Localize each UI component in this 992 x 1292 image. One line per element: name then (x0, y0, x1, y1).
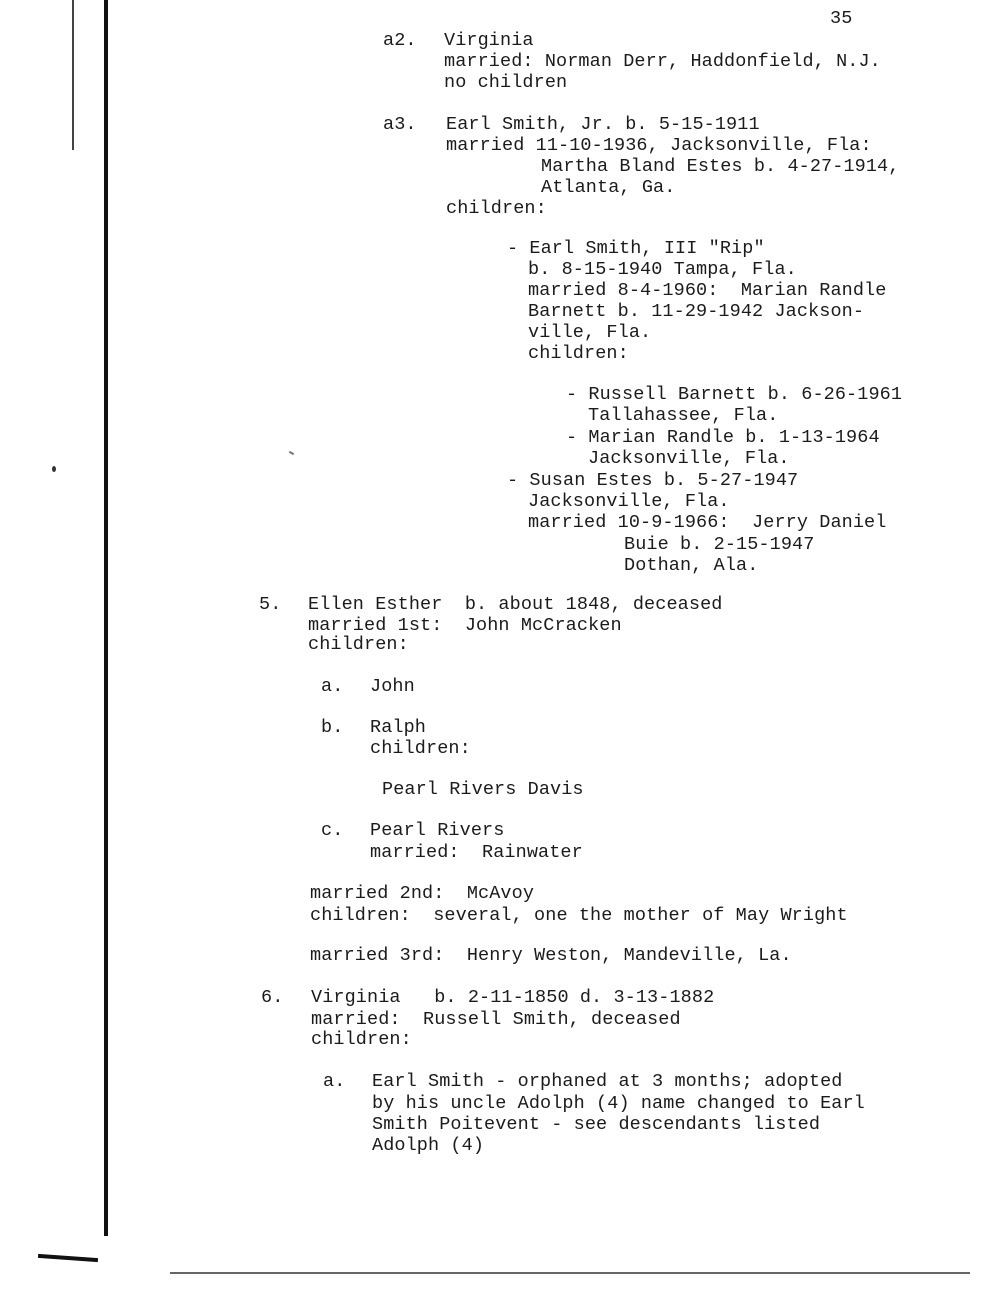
entry-text: - Russell Barnett b. 6-26-1961 (566, 384, 903, 405)
binder-edge-foot (38, 1254, 98, 1262)
entry-text: John (370, 676, 415, 697)
entry-text: Jacksonville, Fla. (528, 491, 730, 512)
entry-text: Barnett b. 11-29-1942 Jackson- (528, 301, 865, 322)
entry-text: - Marian Randle b. 1-13-1964 (566, 427, 880, 448)
entry-text: married 10-9-1966: Jerry Daniel (528, 512, 887, 533)
entry-text: children: (446, 198, 547, 219)
entry-text: by his uncle Adolph (4) name changed to Earl (372, 1093, 865, 1114)
entry-text: Smith Poitevent - see descendants listed (372, 1114, 821, 1135)
entry-text: Adolph (4) (372, 1135, 485, 1156)
entry-text: Virginia b. 2-11-1850 d. 3-13-1882 (311, 987, 715, 1008)
entry-label: a3. (383, 114, 417, 135)
entry-text: married 3rd: Henry Weston, Mandeville, La. (310, 945, 792, 966)
entry-label: 5. (259, 594, 282, 615)
entry-text: married: Rainwater (370, 842, 583, 863)
entry-text: Earl Smith, Jr. b. 5-15-1911 (446, 114, 760, 135)
entry-text: no children (444, 72, 568, 93)
entry-text: children: (308, 634, 409, 655)
entry-text: married: Russell Smith, deceased (311, 1009, 681, 1030)
entry-text: - Earl Smith, III "Rip" (507, 238, 765, 259)
entry-text: married 2nd: McAvoy (310, 883, 535, 904)
binder-edge-line (104, 0, 108, 1236)
entry-text: married 8-4-1960: Marian Randle (528, 280, 887, 301)
entry-text: Jacksonville, Fla. (588, 448, 790, 469)
entry-text: Tallahassee, Fla. (588, 405, 779, 426)
entry-text: ville, Fla. (528, 322, 652, 343)
entry-text: Martha Bland Estes b. 4-27-1914, (541, 156, 900, 177)
entry-text: Dothan, Ala. (624, 555, 759, 576)
entry-text: Ellen Esther b. about 1848, deceased (308, 594, 723, 615)
entry-label: a2. (383, 30, 417, 51)
entry-text: children: (370, 738, 471, 759)
entry-text: children: (311, 1029, 412, 1050)
entry-label: b. (321, 717, 344, 738)
entry-text: Buie b. 2-15-1947 (624, 534, 815, 555)
page-number: 35 (830, 8, 853, 29)
entry-text: Ralph (370, 717, 427, 738)
entry-text: Earl Smith - orphaned at 3 months; adopted (372, 1071, 843, 1092)
entry-text: Virginia (444, 30, 534, 51)
entry-text: married: Norman Derr, Haddonfield, N.J. (444, 51, 881, 72)
entry-label: a. (321, 676, 344, 697)
entry-label: a. (323, 1071, 346, 1092)
entry-text: b. 8-15-1940 Tampa, Fla. (528, 259, 797, 280)
entry-text: Atlanta, Ga. (541, 177, 676, 198)
entry-text: Pearl Rivers Davis (382, 779, 584, 800)
bottom-scan-line (170, 1272, 970, 1274)
entry-text: married 1st: John McCracken (308, 615, 622, 636)
entry-text: Pearl Rivers (370, 820, 505, 841)
scan-speck (289, 451, 294, 455)
entry-text: children: several, one the mother of May Wright (310, 905, 848, 926)
binder-edge-line-left (72, 0, 74, 150)
scan-dot (52, 466, 56, 472)
entry-text: children: (528, 343, 629, 364)
entry-label: c. (321, 820, 344, 841)
entry-text: - Susan Estes b. 5-27-1947 (507, 470, 799, 491)
entry-label: 6. (261, 987, 284, 1008)
entry-text: married 11-10-1936, Jacksonville, Fla: (446, 135, 872, 156)
